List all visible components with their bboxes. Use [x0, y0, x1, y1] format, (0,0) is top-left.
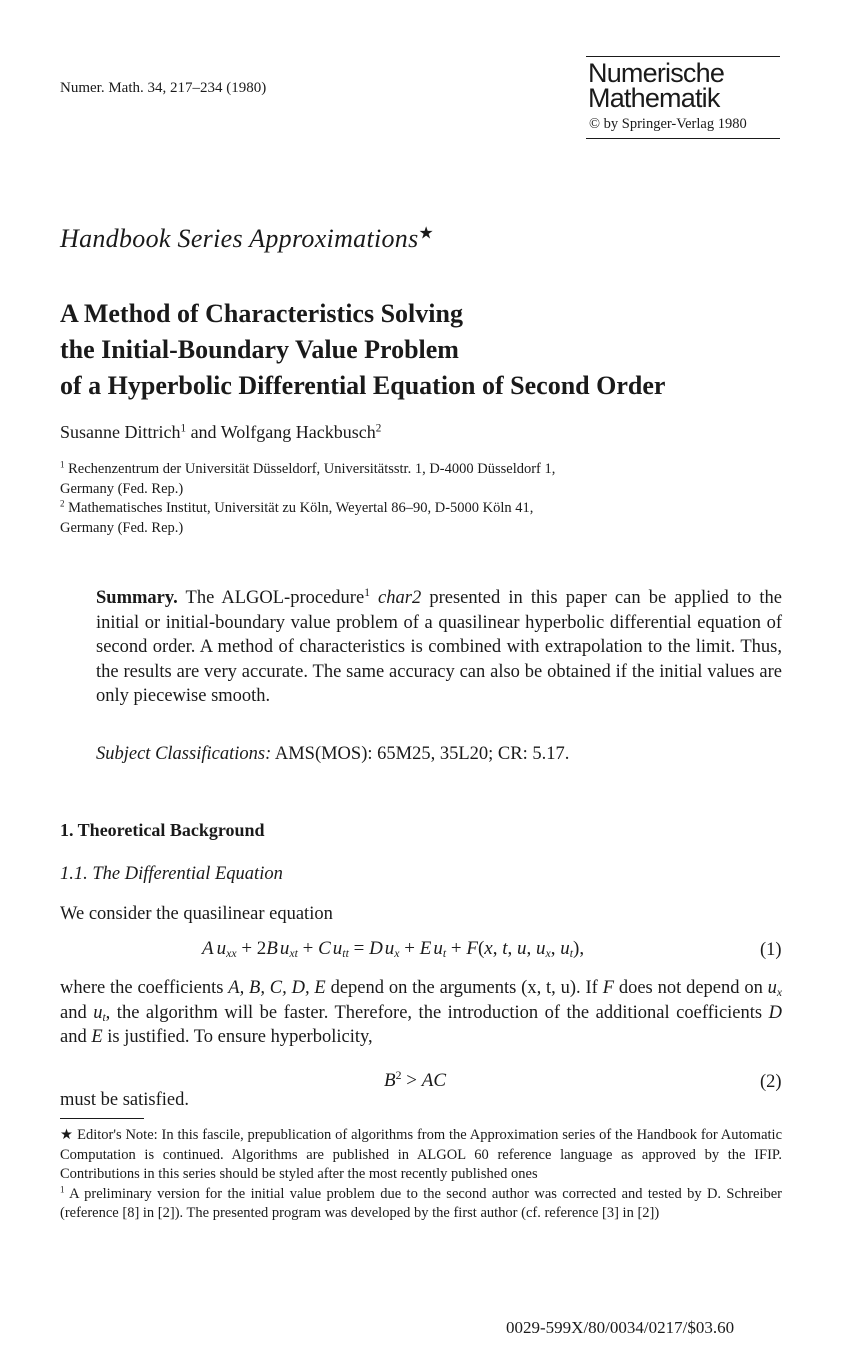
journal-name-line1: Numerische [588, 58, 725, 88]
journal-masthead [586, 56, 780, 139]
procedure-name: char2 [378, 588, 422, 608]
affiliation-item [60, 460, 555, 480]
affiliation-item [60, 499, 555, 519]
affiliation-mark: 2 [60, 498, 65, 509]
affiliation-line: Mathematisches Institut, Universität zu Köln, Weyertal 86–90, D-5000 Köln 41, [68, 500, 534, 516]
author-name: Susanne Dittrich [60, 422, 181, 442]
summary-text: presented in this paper can be applied to the initial or initial-boundary value problem of a quasilinear hyperbolic differential equation of second order. A method of characteristics is combined with extrapolation to the limit. Thus, the results are very accurate. The same accuracy can also be obtained if the initial values are only piecewise smooth. [96, 588, 782, 706]
series-name: Handbook Series Approximations [60, 224, 419, 253]
series-title [60, 224, 434, 254]
affiliation-line: Rechenzentrum der Universität Düsseldorf, Universitätsstr. 1, D-4000 Düsseldorf 1, [68, 461, 556, 477]
body-paragraph-end: must be satisfied. [60, 1090, 189, 1110]
math-variable: D [768, 1002, 782, 1023]
footnote-divider [60, 1118, 144, 1119]
math-subscript: x [776, 986, 783, 999]
text-run: is justified. To ensure hyperbolicity, [107, 1027, 373, 1047]
paper-title [60, 296, 665, 404]
authors [60, 422, 381, 443]
affiliation-mark: 1 [60, 459, 65, 470]
math-coefficients: A, B, C, D, E [228, 978, 326, 998]
author-name: Wolfgang Hackbusch [220, 422, 376, 442]
journal-citation: Numer. Math. 34, 217–234 (1980) [60, 80, 267, 96]
intro-sentence: We consider the quasilinear equation [60, 904, 333, 924]
equation-1: A $u_{xx} + 2B$ $u_{xt} + C$ $u_{tt} = D$ $u_x + E$ $u_t + F(x$, t, u, $u_x$, $u_t$), [202, 938, 585, 960]
series-footnote-mark: ★ [418, 223, 435, 243]
footnotes [60, 1126, 782, 1224]
text-run: and [60, 1002, 87, 1023]
summary-text: The ALGOL-procedure [185, 588, 365, 608]
body-paragraph [60, 976, 782, 1050]
equation-2: $B^2$ > AC [384, 1068, 446, 1091]
affiliation-line: Germany (Fed. Rep.) [60, 480, 184, 497]
text-run: does not depend on [618, 978, 763, 998]
footnote [60, 1185, 782, 1224]
summary-paragraph [96, 586, 782, 709]
math-variable: F [602, 978, 614, 998]
author-joiner: and [190, 422, 217, 442]
copyright-notice: © by Springer-Verlag 1980 [589, 116, 747, 132]
journal-name-line2: Mathematik [588, 83, 720, 113]
footnote-text: A preliminary version for the initial value problem due to the second author was corrected and tested by D. Schreiber (reference [8] in [2]). The presented program was developed by the first author (cf. reference [3] in [2]) [60, 1185, 782, 1221]
footnote-text: Editor's Note: In this fascile, prepublication of algorithms from the Approximation series of the Handbook for Automatic Computation is continued. Algorithms are published in ALGOL 60 reference language as approved by the IFIP. Contributions in this series should be styled after the most recently published ones [60, 1127, 783, 1182]
affiliation-line: Germany (Fed. Rep.) [60, 519, 184, 536]
text-run: , the algorithm will be faster. Therefore, the introduction of the additional coefficients [105, 1002, 763, 1023]
subject-text: AMS(MOS): 65M25, 35L20; CR: 5.17. [274, 744, 570, 764]
footnote-mark: 1 [60, 1184, 65, 1195]
text-run: where the coefficients [60, 978, 224, 998]
text-run: depend on the arguments (x, t, u). If [330, 978, 598, 998]
math-subscript: t [102, 1011, 106, 1024]
affiliations [60, 460, 555, 538]
math-variable: u [767, 978, 777, 998]
footnote-mark: ★ [60, 1127, 74, 1143]
footnote-mark: 1 [364, 587, 370, 600]
title-line: the Initial-Boundary Value Problem [60, 335, 459, 364]
subject-label: Subject Classifications: [96, 744, 272, 764]
title-line: of a Hyperbolic Differential Equation of Second Order [60, 371, 666, 400]
summary-label: Summary. [96, 588, 178, 608]
author-affil-mark: 1 [180, 422, 187, 435]
equation-number: (2) [760, 1072, 782, 1092]
math-variable: E [91, 1027, 103, 1047]
section-heading: 1. Theoretical Background [60, 820, 265, 840]
title-line: A Method of Characteristics Solving [60, 299, 463, 328]
footnote [60, 1126, 782, 1185]
article-code: 0029-599X/80/0034/0217/$03.60 [506, 1318, 735, 1337]
text-run: and [60, 1027, 87, 1047]
subject-classifications [96, 744, 569, 765]
math-variable: u [93, 1002, 103, 1023]
author-affil-mark: 2 [375, 422, 382, 435]
subsection-heading: 1.1. The Differential Equation [60, 864, 283, 884]
equation-number: (1) [760, 940, 782, 960]
